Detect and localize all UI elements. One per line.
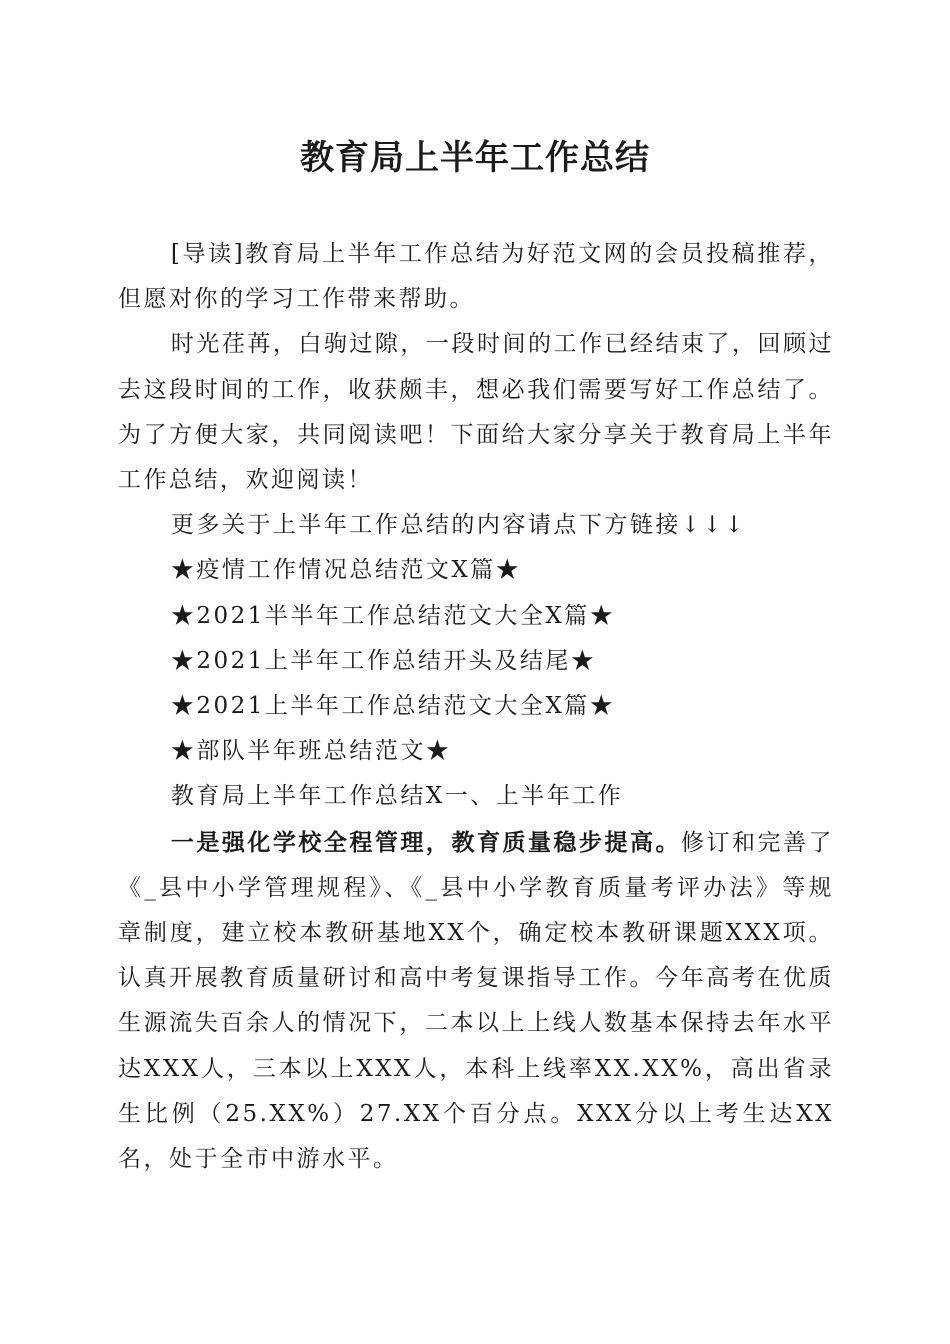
more-links-prompt: 更多关于上半年工作总结的内容请点下方链接↓↓↓ — [170, 512, 747, 539]
preface-paragraph: 时光荏苒，白驹过隙，一段时间的工作已经结束了，回顾过去这段时间的工作，收获颇丰，想必我们需要写好工作总结了。为了方便大家，共同阅读吧！下面给大家分享关于教育局上半年工作总结，欢迎阅读！ — [118, 331, 834, 494]
related-link[interactable]: ★2021上半年工作总结范文大全X篇★ — [170, 693, 616, 720]
related-link[interactable]: ★2021半半年工作总结范文大全X篇★ — [170, 602, 616, 629]
intro-paragraph: [导读]教育局上半年工作总结为好范文网的会员投稿推荐，但愿对你的学习工作带来帮助。 — [118, 241, 834, 313]
section-paragraph — [118, 820, 834, 1183]
related-link[interactable]: ★部队半年班总结范文★ — [170, 738, 452, 765]
related-link[interactable]: ★2021上半年工作总结开头及结尾★ — [170, 647, 597, 674]
section-text: 修订和完善了《_县中小学管理规程》、《_县中小学教育质量考评办法》等规章制度，建立校本教研基地XX个，确定校本教研课题XXX项。认真开展教育质量研讨和高中考复课指导工作。今年高考在优质生源流失百余人的情况下，二本以上上线人数基本保持去年水平达XXX人，三本以上XXX人，本科上线率XX.XX%，高出省录生比例（25.XX%）27.XX个百分点。XXX分以上考生达XX名，处于全市中游水平。 — [118, 829, 835, 1173]
section-lead: 一是强化学校全程管理，教育质量稳步提高。 — [170, 828, 681, 856]
document-title: 教育局上半年工作总结 — [300, 138, 650, 178]
document-body — [118, 232, 834, 1182]
related-link[interactable]: ★疫情工作情况总结范文X篇★ — [170, 557, 522, 584]
section-heading: 教育局上半年工作总结X一、上半年工作 — [170, 783, 624, 810]
